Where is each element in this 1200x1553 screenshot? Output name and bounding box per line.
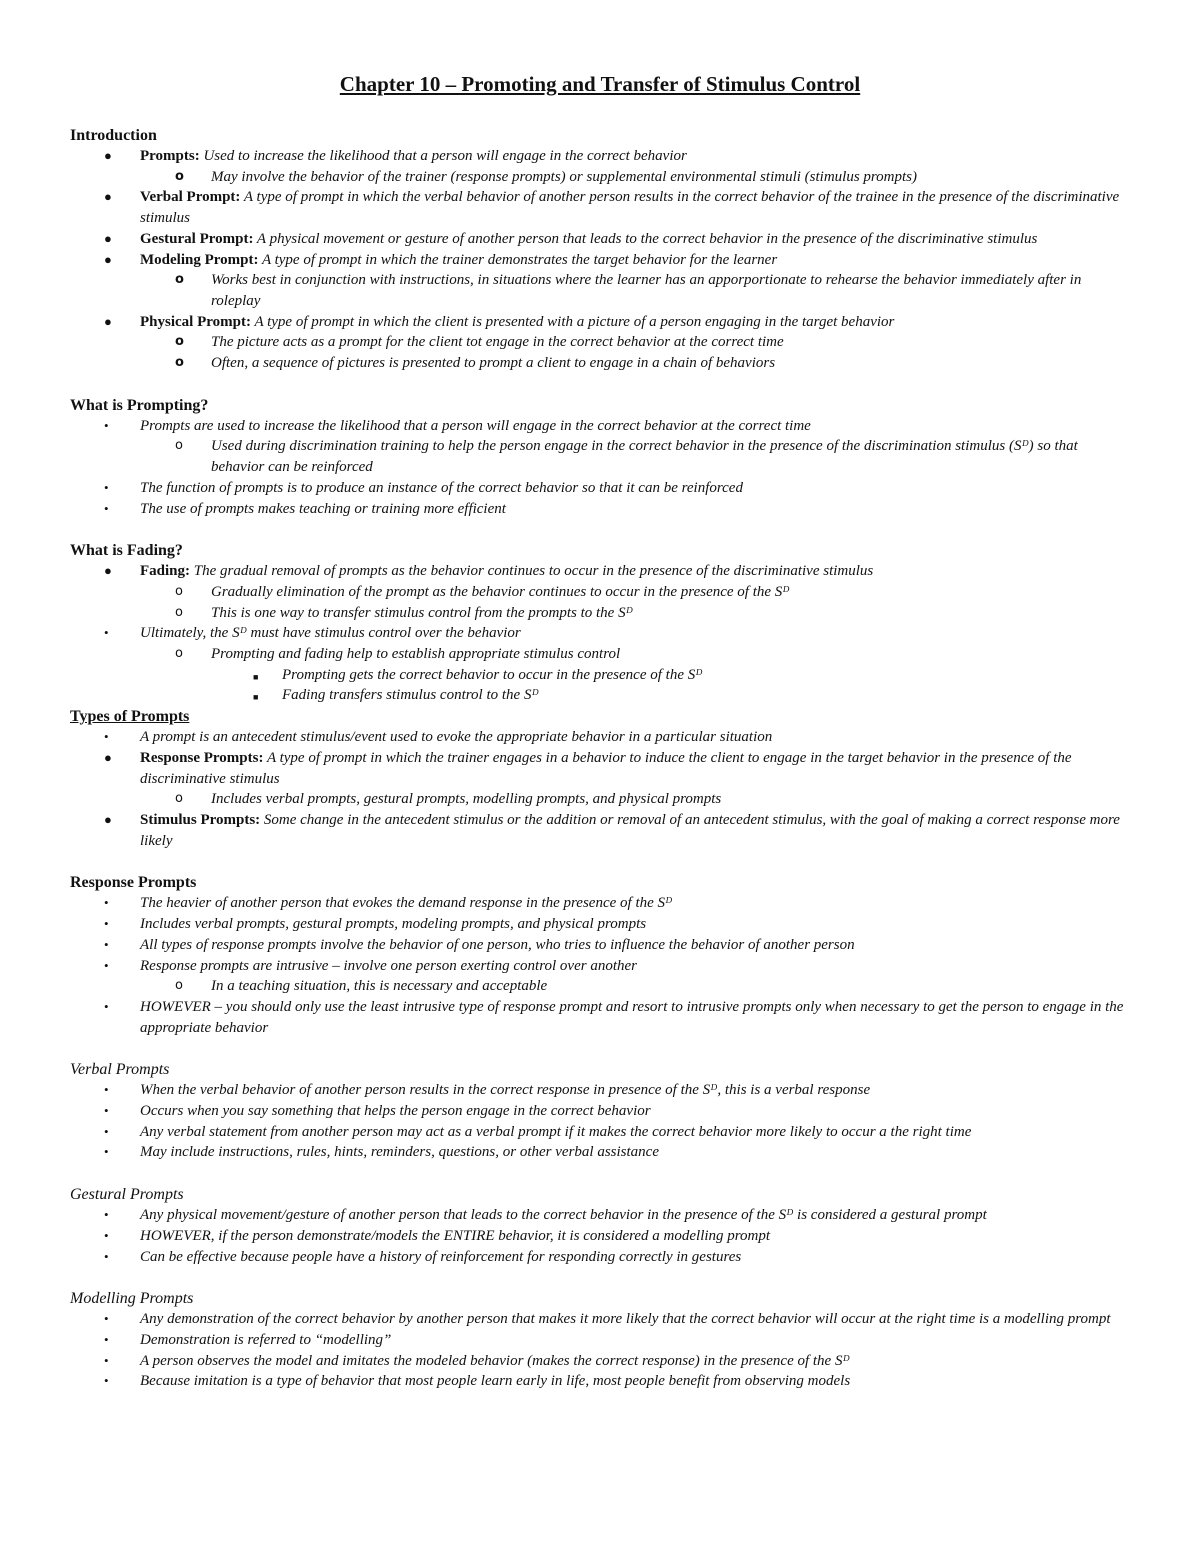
bullet-icon: ● <box>104 563 112 579</box>
section-heading-verbal: Verbal Prompts <box>70 1061 170 1079</box>
bullet-icon: ● <box>104 251 112 267</box>
list-item: o Used during discrimination training to help the person engage in the correct behavior in the presence of the discrimination stimulus (Sᴰ) so that behavior can be reinforced <box>175 438 1078 476</box>
circle-bullet-icon: o <box>175 583 183 599</box>
bullet-icon: ● <box>104 749 112 765</box>
list-item: ● Modeling Prompt: A type of prompt in which the trainer demonstrates the target behavior for the learner <box>70 250 1130 271</box>
bullet-icon: ● <box>104 148 112 163</box>
circle-bullet-icon: o <box>175 272 184 288</box>
spacer <box>70 1267 1130 1288</box>
bullet-icon: ● <box>104 313 112 329</box>
list-item: ■ Fading transfers stimulus control to the Sᴰ <box>70 685 1130 706</box>
bullet-icon: • <box>104 1207 109 1223</box>
list-item: ● Gestural Prompt: A physical movement or gesture of another person that leads to the correct behavior in the presence of the discriminative stimulus <box>70 229 1130 250</box>
list-item: • A person observes the model and imitates the modeled behavior (makes the correct response) in the presence of the Sᴰ <box>70 1351 1130 1372</box>
bullet-icon: • <box>104 1352 109 1368</box>
list-item: • Prompts are used to increase the likelihood that a person will engage in the correct behavior at the correct time <box>70 416 1130 437</box>
list-item: • Demonstration is referred to “modelling” <box>70 1330 1130 1351</box>
list-item: o Includes verbal prompts, gestural prompts, modelling prompts, and physical prompts <box>70 789 1130 810</box>
list-item: ● Verbal Prompt: A type of prompt in which the verbal behavior of another person results in the correct behavior of the trainee in the presence of the discriminative stimulus <box>104 189 1120 227</box>
bullet-icon: • <box>104 1227 109 1243</box>
list-item: • The heavier of another person that evokes the demand response in the presence of the Sᴰ <box>70 893 1130 914</box>
list-item: • Any demonstration of the correct behavior by another person that makes it more likely that the correct behavior will occur at the right time is a modelling prompt <box>70 1309 1130 1330</box>
list-item: ● Stimulus Prompts: Some change in the antecedent stimulus or the addition or removal of an antecedent stimulus, with the goal of making a correct response more likely <box>104 811 1120 849</box>
list-item: o Often, a sequence of pictures is presented to prompt a client to engage in a chain of behaviors <box>70 353 1130 374</box>
section-heading-gestural: Gestural Prompts <box>70 1186 184 1204</box>
list-item: o May involve the behavior of the trainer (response prompts) or supplemental environmental stimuli (stimulus prompts) <box>70 167 1130 188</box>
list-item: • Any verbal statement from another person may act as a verbal prompt if it makes the correct behavior more likely to occur a the right time <box>70 1122 1130 1143</box>
list-item: • When the verbal behavior of another person results in the correct response in presence of the Sᴰ, this is a verbal response <box>70 1080 1130 1101</box>
spacer <box>70 519 1130 540</box>
list-item: • All types of response prompts involve the behavior of one person, who tries to influence the behavior of another person <box>70 935 1130 956</box>
bullet-icon: ● <box>104 189 112 205</box>
bullet-icon: • <box>104 998 109 1014</box>
list-item: • Occurs when you say something that helps the person engage in the correct behavior <box>70 1101 1130 1122</box>
spacer <box>70 1163 1130 1184</box>
circle-bullet-icon: o <box>175 978 183 994</box>
list-item: • The function of prompts is to produce an instance of the correct behavior so that it can be reinforced <box>70 478 1130 499</box>
section-heading-types: Types of Prompts <box>70 708 190 726</box>
bullet-icon: ● <box>104 230 112 246</box>
list-item: • A prompt is an antecedent stimulus/event used to evoke the appropriate behavior in a particular situation <box>70 727 1130 748</box>
fading-list <box>70 561 1130 706</box>
bullet-icon: • <box>104 936 109 952</box>
types-list <box>70 727 1130 851</box>
modelling-list <box>70 1309 1130 1392</box>
bullet-icon: • <box>104 1103 109 1119</box>
gestural-list <box>70 1205 1130 1267</box>
list-item: ● Physical Prompt: A type of prompt in which the client is presented with a picture of a person engaging in the target behavior <box>70 312 1130 333</box>
list-item: • HOWEVER – you should only use the least intrusive type of response prompt and resort to intrusive prompts only when necessary to get the person to engage in the appropriate behavior <box>104 998 1124 1036</box>
section-heading-fading: What is Fading? <box>70 542 183 560</box>
list-item: • HOWEVER, if the person demonstrate/models the ENTIRE behavior, it is considered a modelling prompt <box>70 1226 1130 1247</box>
list-item: o Works best in conjunction with instructions, in situations where the learner has an apporportionate to rehearse the behavior immediately after in roleplay <box>175 272 1082 309</box>
bullet-icon: • <box>104 1144 109 1160</box>
circle-bullet-icon: o <box>175 791 183 807</box>
list-item: • Includes verbal prompts, gestural prompts, modeling prompts, and physical prompts <box>70 914 1130 935</box>
list-item: ● Fading: The gradual removal of prompts as the behavior continues to occur in the presence of the discriminative stimulus <box>70 561 1130 582</box>
circle-bullet-icon: o <box>175 646 183 662</box>
introduction-list <box>70 146 1130 374</box>
bullet-icon: • <box>104 1373 109 1389</box>
bullet-icon: • <box>104 1082 109 1098</box>
response-list <box>70 893 1130 1038</box>
bullet-icon: • <box>104 895 109 911</box>
bullet-icon: • <box>104 1248 109 1264</box>
circle-bullet-icon: o <box>175 438 183 454</box>
circle-bullet-icon: o <box>175 168 184 184</box>
list-item: o Gradually elimination of the prompt as the behavior continues to occur in the presence of the Sᴰ <box>70 582 1130 603</box>
bullet-icon: • <box>104 1311 109 1327</box>
prompting-list <box>70 416 1130 520</box>
list-item: • Can be effective because people have a history of reinforcement for responding correctly in gestures <box>70 1247 1130 1268</box>
list-item: ■ Prompting gets the correct behavior to occur in the presence of the Sᴰ <box>70 665 1130 686</box>
list-item: • The use of prompts makes teaching or training more efficient <box>70 499 1130 520</box>
section-heading-response: Response Prompts <box>70 874 197 892</box>
verbal-list <box>70 1080 1130 1163</box>
bullet-icon: • <box>104 1331 109 1347</box>
list-item: • Any physical movement/gesture of another person that leads to the correct behavior in the presence of the Sᴰ is considered a gestural prompt <box>70 1205 1130 1226</box>
circle-bullet-icon: o <box>175 355 184 371</box>
spacer <box>70 851 1130 872</box>
bullet-icon: ● <box>104 811 112 827</box>
bullet-icon: • <box>104 1123 109 1139</box>
list-item: ● Prompts: Used to increase the likelihood that a person will engage in the correct behavior <box>70 146 1130 167</box>
square-bullet-icon: ■ <box>253 671 259 682</box>
list-item: • Ultimately, the Sᴰ must have stimulus control over the behavior <box>70 623 1130 644</box>
document-page <box>70 72 1130 1392</box>
bullet-icon: • <box>104 957 109 973</box>
section-heading-prompting: What is Prompting? <box>70 396 209 414</box>
section-heading-introduction: Introduction <box>70 127 157 144</box>
list-item: o The picture acts as a prompt for the client tot engage in the correct behavior at the correct time <box>70 332 1130 353</box>
spacer <box>70 1038 1130 1059</box>
spacer <box>70 374 1130 395</box>
circle-bullet-icon: o <box>175 334 184 350</box>
list-item: • May include instructions, rules, hints, reminders, questions, or other verbal assistance <box>70 1142 1130 1163</box>
list-item: o Prompting and fading help to establish appropriate stimulus control <box>70 644 1130 665</box>
bullet-icon: • <box>104 479 109 495</box>
bullet-icon: • <box>104 500 109 516</box>
circle-bullet-icon: o <box>175 604 183 620</box>
page-title: Chapter 10 – Promoting and Transfer of Stimulus Control <box>339 72 861 96</box>
bullet-icon: • <box>104 417 109 433</box>
section-heading-modelling: Modelling Prompts <box>70 1290 194 1308</box>
list-item: ● Response Prompts: A type of prompt in which the trainer engages in a behavior to induce the client to engage in the target behavior in the presence of the discriminative stimulus <box>104 749 1072 787</box>
bullet-icon: • <box>104 729 109 745</box>
bullet-icon: • <box>104 916 109 932</box>
list-item: o In a teaching situation, this is necessary and acceptable <box>70 976 1130 997</box>
list-item: • Response prompts are intrusive – involve one person exerting control over another <box>70 956 1130 977</box>
list-item: o This is one way to transfer stimulus control from the prompts to the Sᴰ <box>70 603 1130 624</box>
square-bullet-icon: ■ <box>253 692 259 703</box>
bullet-icon: • <box>104 625 109 641</box>
list-item: • Because imitation is a type of behavior that most people learn early in life, most people benefit from observing models <box>70 1371 1130 1392</box>
